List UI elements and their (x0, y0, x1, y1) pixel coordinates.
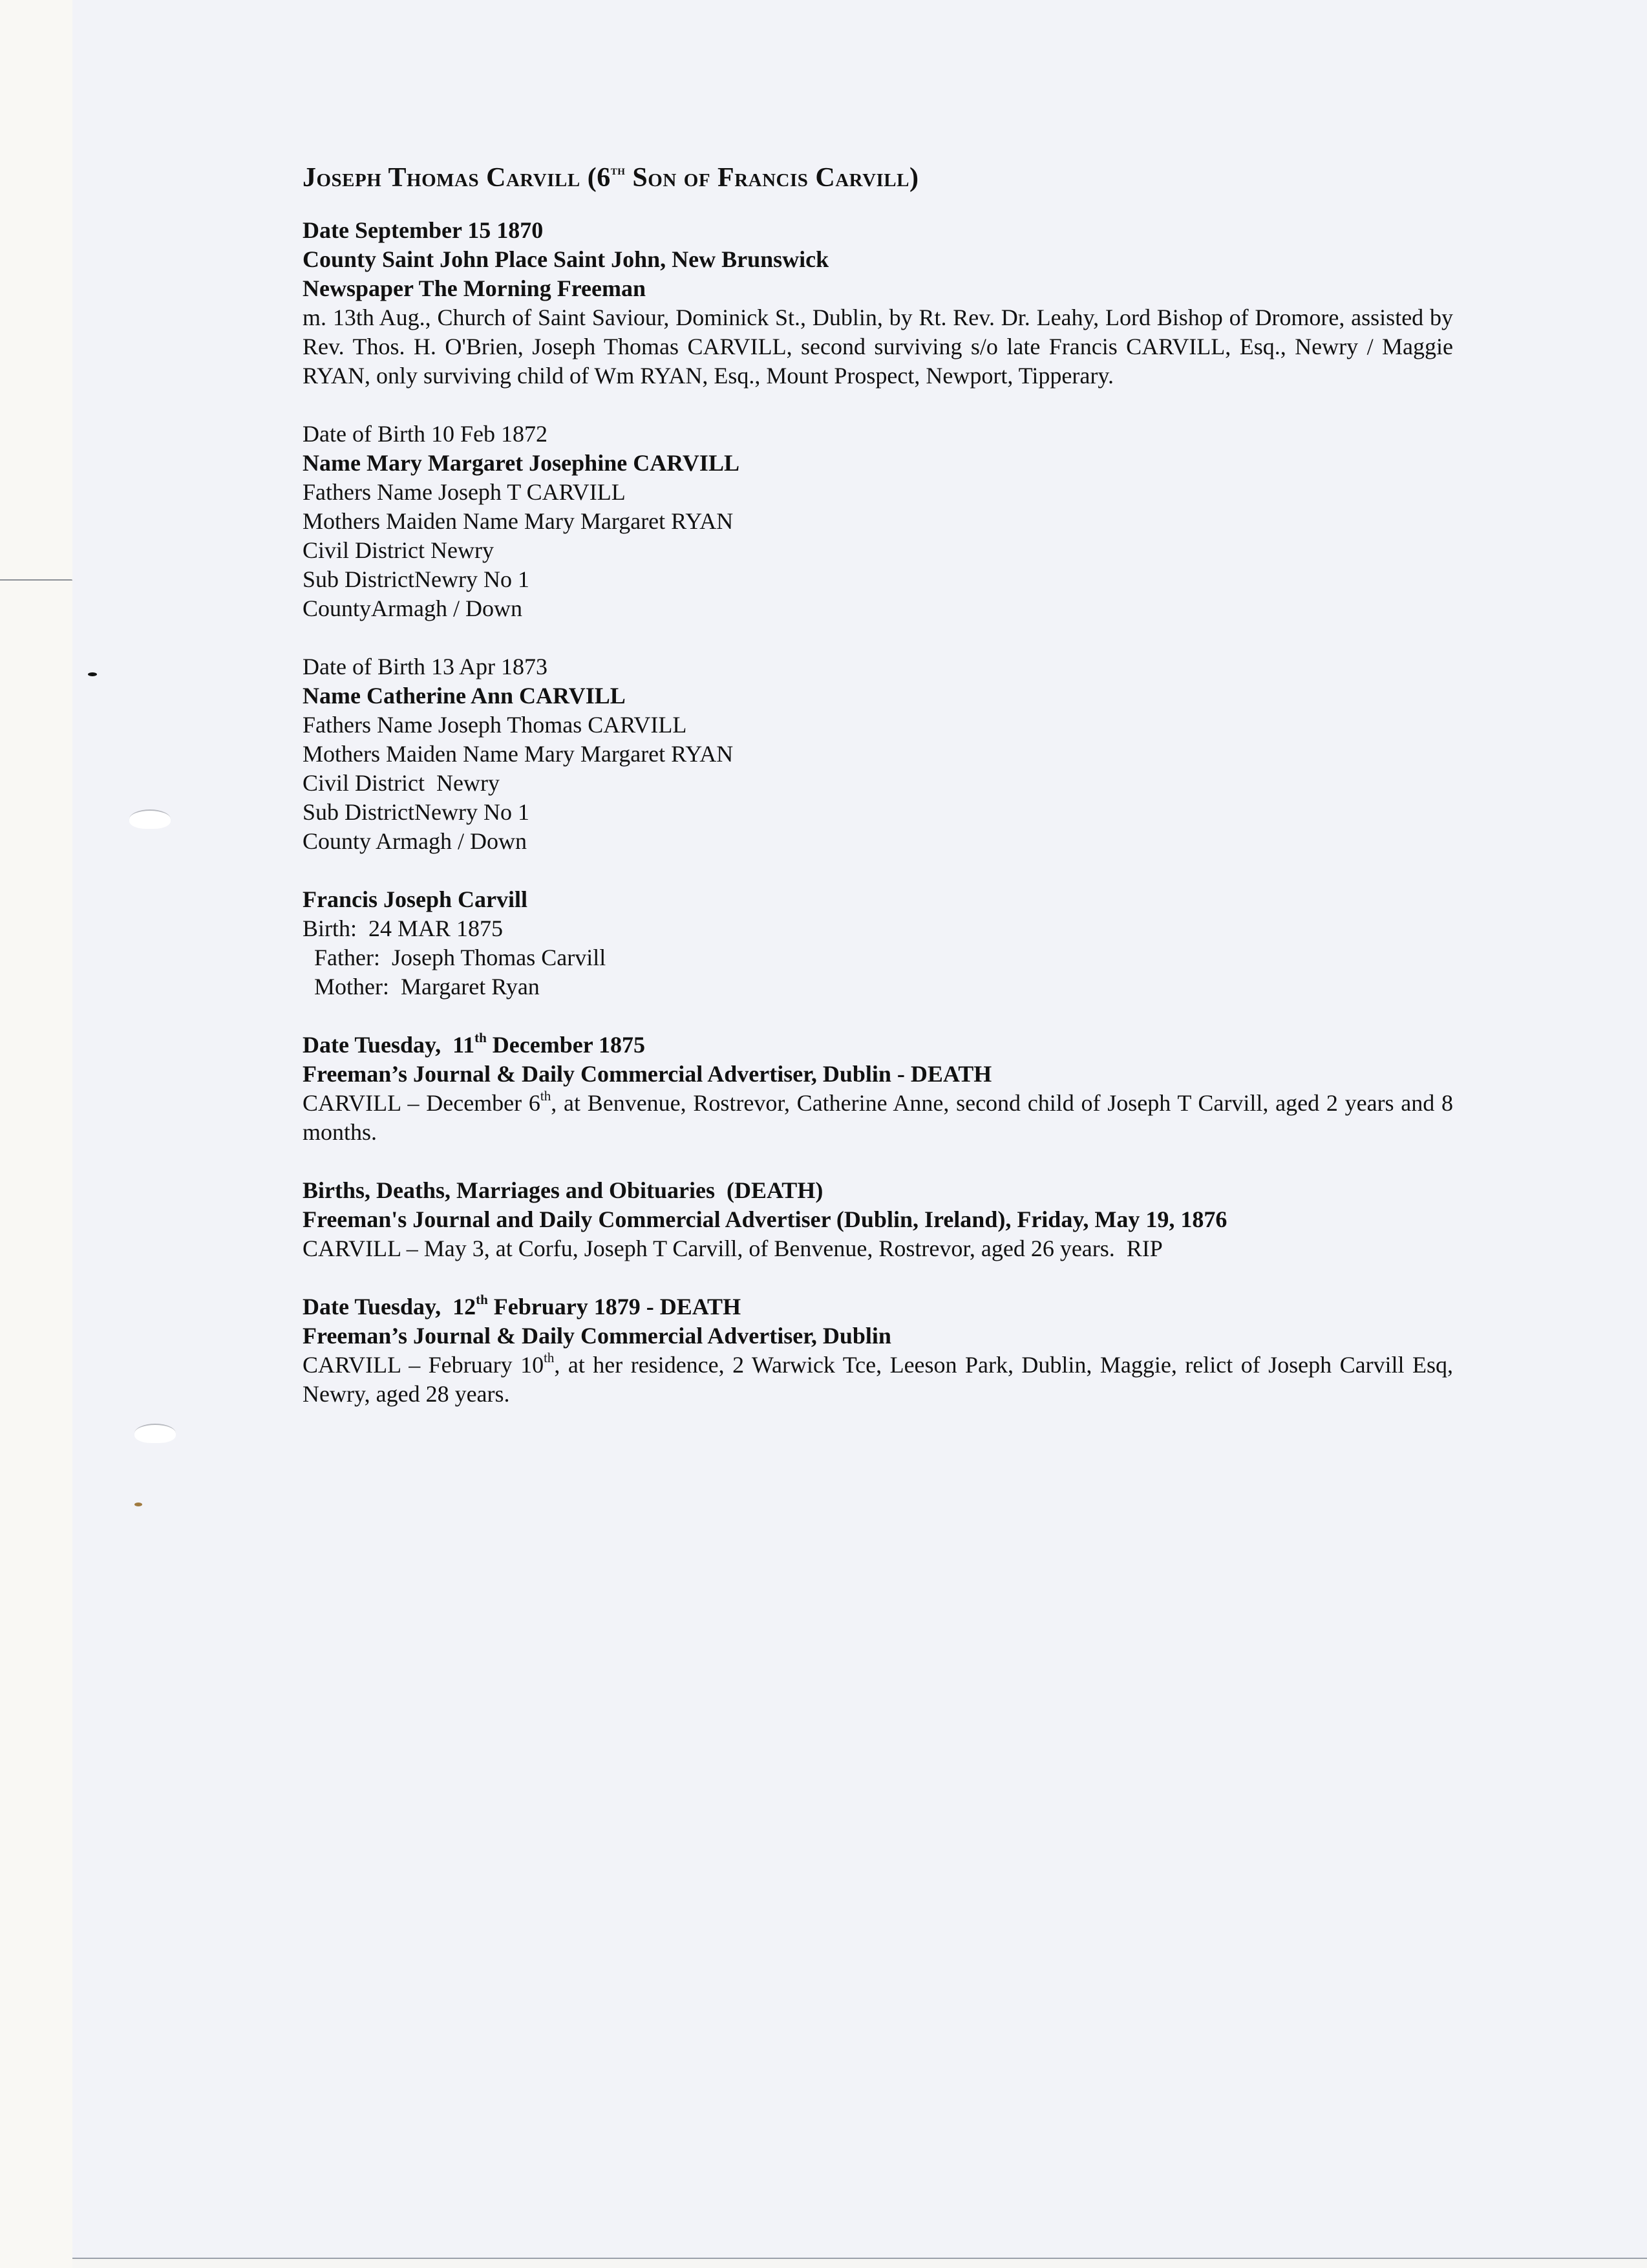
record-date: Date Tuesday, 12th February 1879 - DEATH (303, 1292, 741, 1320)
child-name: Name Catherine Ann CARVILL (303, 683, 626, 709)
paper-crease (0, 579, 72, 581)
punch-hole (129, 809, 171, 829)
marriage-notice: m. 13th Aug., Church of Saint Saviour, Dominick St., Dublin, by Rt. Rev. Dr. Leahy, Lord Bishop of Dromore, assisted by Rev. Thos. H. O'Brien, Joseph Thomas CARVILL, second surviving s/o late Francis CARVILL, Esq., Newry / Maggie RYAN, only surviving child of Wm RYAN, Esq., Mount Prospect, Newport, Tipperary. (303, 305, 1453, 389)
marriage-record (303, 216, 1453, 390)
date-of-birth: Date of Birth 10 Feb 1872 (303, 421, 547, 447)
birth-date: Birth: 24 MAR 1875 (303, 915, 504, 941)
birth-record-mary (303, 420, 1453, 623)
fathers-name: Fathers Name Joseph T CARVILL (303, 479, 626, 505)
death-record-maggie (303, 1292, 1453, 1409)
death-notice: CARVILL – May 3, at Corfu, Joseph T Carvill, of Benvenue, Rostrevor, aged 26 years. RIP (303, 1236, 1163, 1261)
birth-record-catherine (303, 652, 1453, 856)
record-source: Freeman's Journal and Daily Commercial Advertiser (Dublin, Ireland), Friday, May 19, 1876 (303, 1206, 1227, 1232)
record-source: Freeman’s Journal & Daily Commercial Advertiser, Dublin - DEATH (303, 1061, 992, 1087)
fathers-name: Fathers Name Joseph Thomas CARVILL (303, 712, 687, 738)
page-title: Joseph Thomas Carvill (6th Son of Francis Carvill) (303, 162, 919, 193)
child-name: Name Mary Margaret Josephine CARVILL (303, 450, 739, 476)
civil-district: Civil District Newry (303, 770, 500, 796)
child-name: Francis Joseph Carvill (303, 886, 527, 912)
mother: Mother: Margaret Ryan (314, 974, 540, 1000)
ink-speck (134, 1503, 142, 1506)
record-heading: Births, Deaths, Marriages and Obituaries (DEATH) (303, 1177, 824, 1203)
record-date: Date September 15 1870 (303, 217, 544, 243)
scan-left-strip (0, 0, 72, 2268)
death-record-joseph (303, 1176, 1453, 1263)
sub-district: Sub DistrictNewry No 1 (303, 566, 529, 592)
death-notice: CARVILL – December 6th, at Benvenue, Rostrevor, Catherine Anne, second child of Joseph T Carvill, aged 2 years and 8 months. (303, 1088, 1453, 1145)
mothers-maiden-name: Mothers Maiden Name Mary Margaret RYAN (303, 508, 734, 534)
county: CountyArmagh / Down (303, 595, 522, 621)
ink-speck (88, 672, 97, 676)
record-date: Date Tuesday, 11th December 1875 (303, 1030, 646, 1058)
record-newspaper: Newspaper The Morning Freeman (303, 275, 646, 301)
civil-district: Civil District Newry (303, 537, 494, 563)
birth-record-francis (303, 885, 1453, 1001)
father: Father: Joseph Thomas Carvill (314, 945, 606, 970)
death-record-catherine (303, 1031, 1453, 1147)
sub-district: Sub DistrictNewry No 1 (303, 799, 529, 825)
county: County Armagh / Down (303, 828, 527, 854)
mothers-maiden-name: Mothers Maiden Name Mary Margaret RYAN (303, 741, 734, 767)
record-source: Freeman’s Journal & Daily Commercial Advertiser, Dublin (303, 1323, 891, 1349)
date-of-birth: Date of Birth 13 Apr 1873 (303, 654, 547, 679)
document-content (303, 162, 1453, 1438)
death-notice: CARVILL – February 10th, at her residence, 2 Warwick Tce, Leeson Park, Dublin, Maggie, relict of Joseph Carvill Esq, Newry, aged 28 years. (303, 1350, 1454, 1407)
record-place: County Saint John Place Saint John, New Brunswick (303, 246, 829, 272)
punch-hole (134, 1424, 176, 1443)
